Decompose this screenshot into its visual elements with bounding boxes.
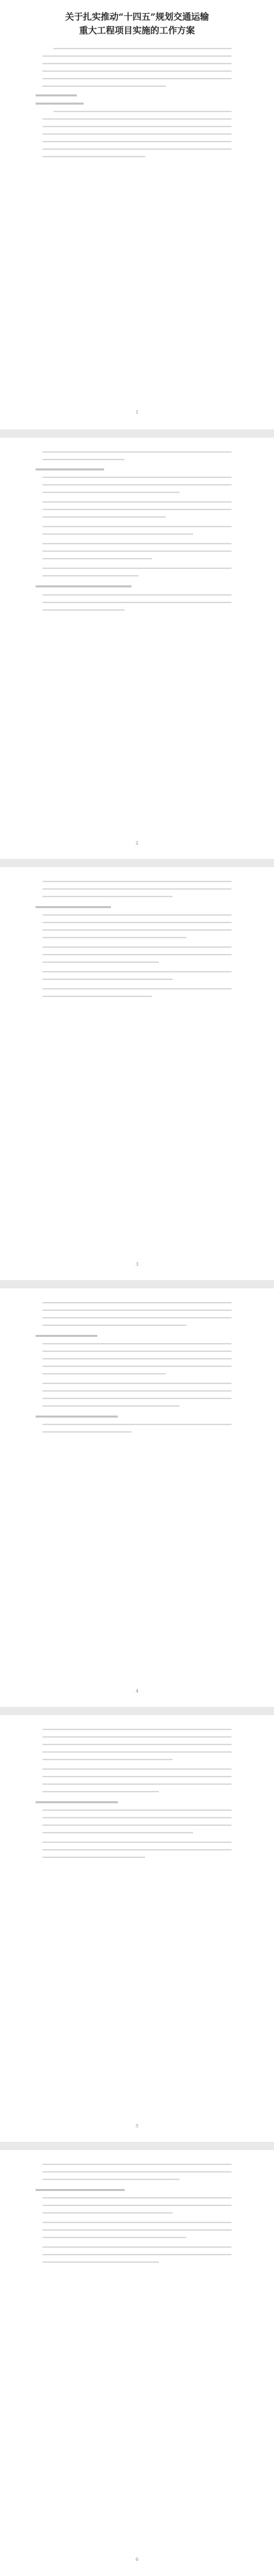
page-6	[0, 2150, 274, 2576]
page-number: 6	[136, 2558, 138, 2562]
page-5	[0, 1715, 274, 2142]
document-title-line-2: 重大工程项目实施的工作方案	[79, 26, 195, 36]
page-3	[0, 867, 274, 1280]
page-number: 5	[136, 2124, 138, 2129]
page-number: 1	[136, 410, 138, 415]
page-2	[0, 438, 274, 859]
page-1	[0, 0, 274, 429]
page-4	[0, 1288, 274, 1707]
page-number: 2	[136, 841, 138, 846]
document-title-line-1: 关于扎实推动“十四五”规划交通运输	[65, 12, 209, 23]
page-number: 3	[136, 1262, 138, 1267]
page-number: 4	[136, 1689, 138, 1694]
